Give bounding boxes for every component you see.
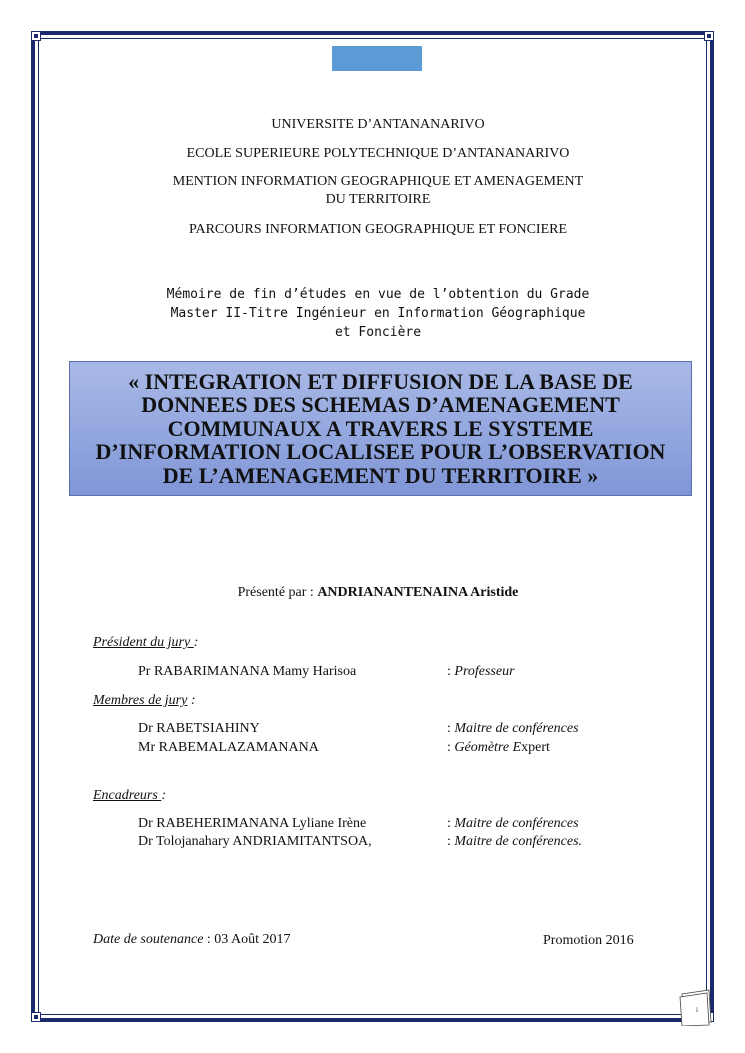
school-name: ECOLE SUPERIEURE POLYTECHNIQUE D’ANTANANARIVO bbox=[186, 146, 570, 161]
logo-placeholder bbox=[332, 46, 422, 71]
supervisor-name: Dr Tolojanahary ANDRIAMITANTSOA, bbox=[138, 834, 372, 849]
supervisors-label bbox=[93, 788, 166, 804]
page-number-icon bbox=[679, 988, 713, 1026]
mention-line-2: DU TERRITOIRE bbox=[325, 192, 431, 207]
members-label-text: Membres de jury bbox=[93, 693, 188, 708]
thesis-title-line-2: DONNEES DES SCHEMAS D’AMENAGEMENT bbox=[141, 392, 620, 418]
page-number: i bbox=[696, 1006, 698, 1014]
corner-ornament-top-left bbox=[31, 31, 41, 41]
supervisor-role: : Maitre de conférences. bbox=[447, 834, 583, 849]
presented-by bbox=[80, 585, 676, 601]
memoire-line-2: Master II-Titre Ingénieur en Information Géographique bbox=[170, 306, 586, 321]
university-name: UNIVERSITE D’ANTANANARIVO bbox=[271, 117, 485, 132]
president-role: : Professeur bbox=[447, 664, 515, 679]
presented-by-label: Présenté par : bbox=[237, 585, 318, 600]
member-role: : Géomètre Expert bbox=[447, 740, 550, 755]
members-label bbox=[93, 693, 196, 709]
author-name: ANDRIANANTENAINA Aristide bbox=[317, 585, 519, 600]
president-name: Pr RABARIMANANA Mamy Harisoa bbox=[138, 664, 357, 679]
thesis-title-box bbox=[69, 361, 692, 496]
supervisors-label-text: Encadreurs bbox=[93, 788, 162, 803]
thesis-title bbox=[81, 370, 681, 488]
mention-line-1: MENTION INFORMATION GEOGRAPHIQUE ET AMENAGEMENT bbox=[172, 174, 584, 189]
thesis-title-line-1: « INTEGRATION ET DIFFUSION DE LA BASE DE bbox=[128, 368, 633, 394]
supervisor-name: Dr RABEHERIMANANA Lyliane Irène bbox=[138, 816, 367, 831]
members-label-colon: : bbox=[187, 693, 196, 708]
memoire-line-3: et Foncière bbox=[334, 325, 422, 340]
president-label bbox=[93, 635, 198, 651]
supervisors-label-colon: : bbox=[161, 788, 166, 803]
corner-ornament-bottom-left bbox=[31, 1012, 41, 1022]
supervisor-role: : Maitre de conférences bbox=[447, 816, 579, 831]
member-role: : Maitre de conférences bbox=[447, 721, 579, 736]
defense-date-value: : 03 Août 2017 bbox=[203, 932, 291, 947]
member-name: Dr RABETSIAHINY bbox=[138, 721, 260, 736]
defense-date bbox=[93, 932, 291, 948]
defense-date-label: Date de soutenance bbox=[93, 932, 204, 947]
memoire-line-1: Mémoire de fin d’études en vue de l’obtention du Grade bbox=[166, 287, 590, 302]
president-label-colon: : bbox=[193, 635, 199, 650]
thesis-title-line-5: DE L’AMENAGEMENT DU TERRITOIRE » bbox=[162, 462, 599, 488]
president-label-text: Président du jury bbox=[93, 635, 194, 650]
thesis-title-line-4: D’INFORMATION LOCALISEE POUR L’OBSERVATION bbox=[95, 439, 666, 465]
promotion: Promotion 2016 bbox=[543, 933, 634, 948]
thesis-title-line-3: COMMUNAUX A TRAVERS LE SYSTEME bbox=[167, 415, 594, 441]
corner-ornament-top-right bbox=[704, 31, 714, 41]
parcours-name: PARCOURS INFORMATION GEOGRAPHIQUE ET FONCIERE bbox=[188, 222, 568, 237]
member-name: Mr RABEMALAZAMANANA bbox=[138, 740, 319, 755]
